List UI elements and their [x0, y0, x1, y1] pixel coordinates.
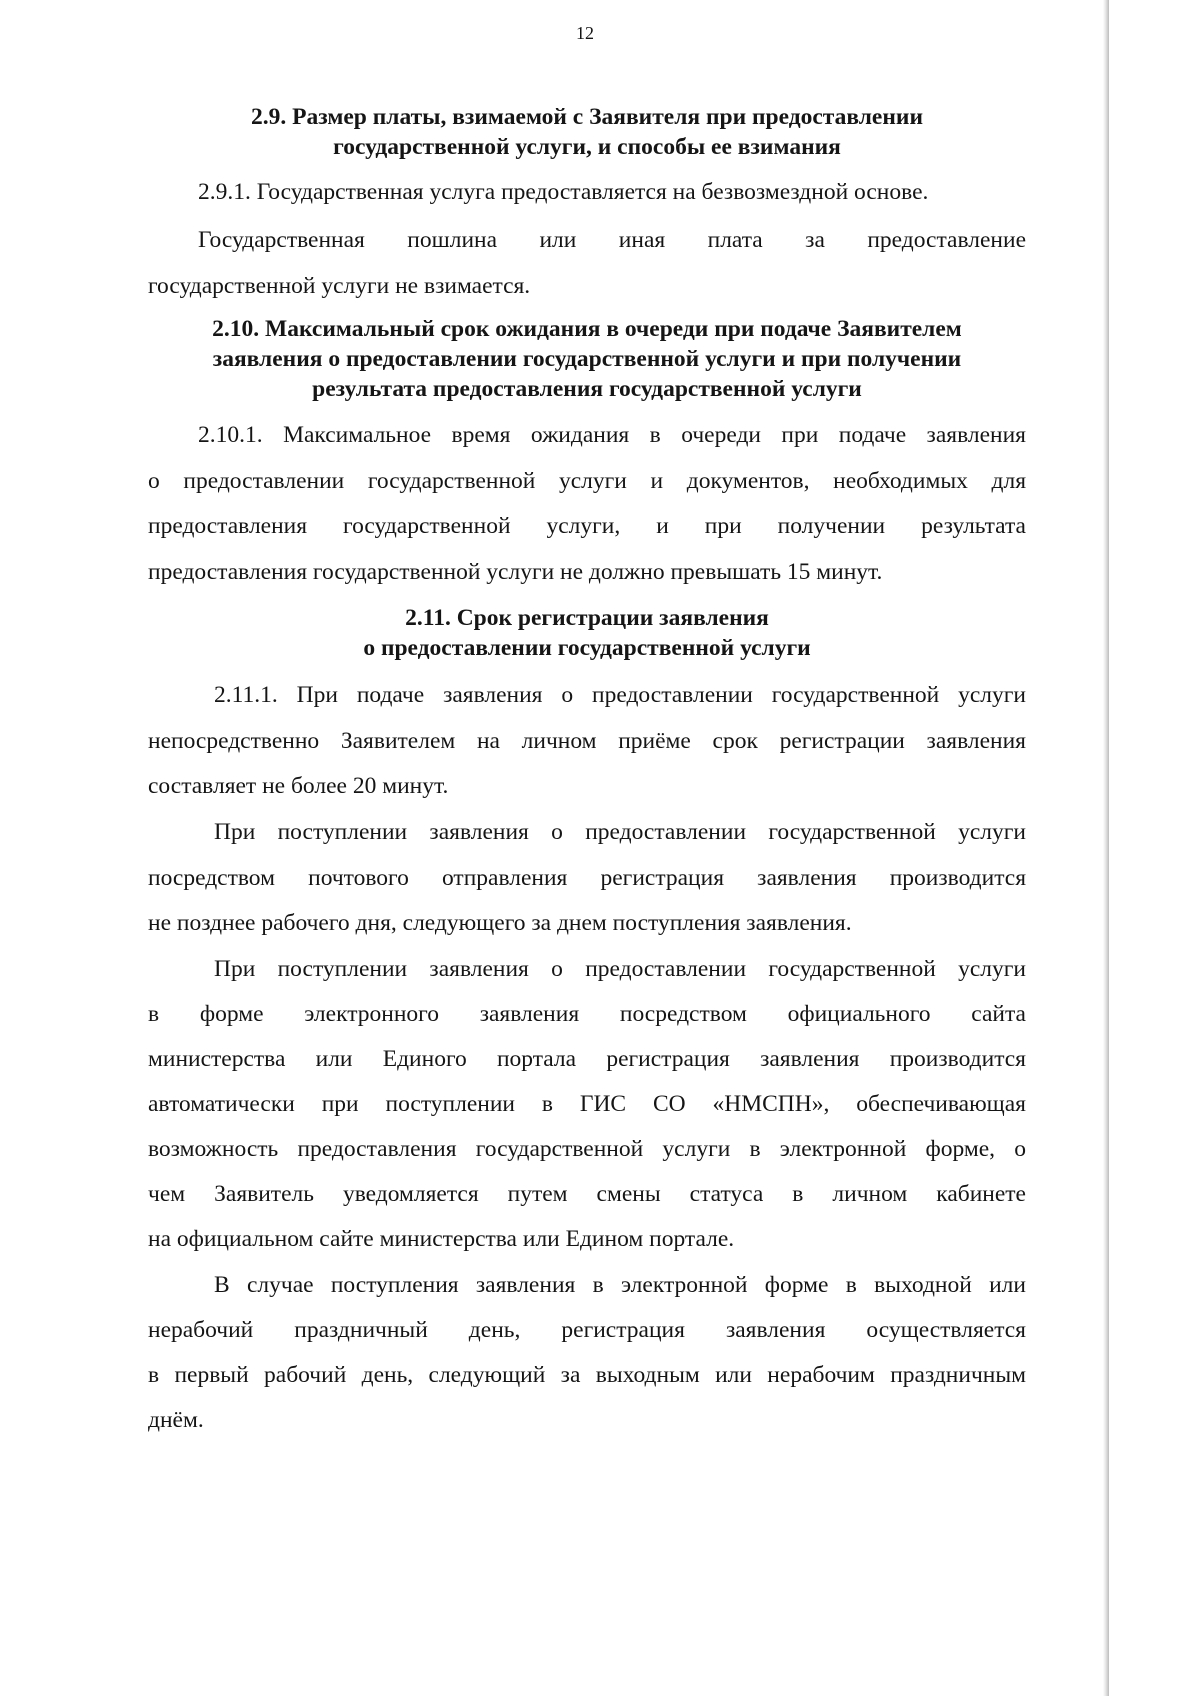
paragraph-line: в форме электронного заявления посредством официального сайта [148, 1001, 1026, 1027]
paragraph-line: возможность предоставления государственной услуги в электронной форме, о [148, 1136, 1026, 1162]
heading-line: 2.11. Срок регистрации заявления [405, 605, 769, 631]
paragraph-line: предоставления государственной услуги, и при получении результата [148, 513, 1026, 539]
paragraph-line: При поступлении заявления о предоставлении государственной услуги [214, 819, 1026, 845]
paragraph-line: предоставления государственной услуги не должно превышать 15 минут. [148, 559, 883, 585]
section-2-9-heading [148, 102, 1026, 162]
paragraph-line: чем Заявитель уведомляется путем смены статуса в личном кабинете [148, 1181, 1026, 1207]
paragraph-line: автоматически при поступлении в ГИС СО «НМСПН», обеспечивающая [148, 1091, 1026, 1117]
heading-line: результата предоставления государственной услуги [312, 376, 862, 402]
paragraph-line: в первый рабочий день, следующий за выходным или нерабочим праздничным [148, 1362, 1026, 1388]
paragraph-line: Государственная пошлина или иная плата за предоставление [198, 227, 1026, 253]
paragraph-line: В случае поступления заявления в электронной форме в выходной или [214, 1272, 1026, 1298]
section-2-10-heading [148, 314, 1026, 404]
paragraph-line: 2.10.1. Максимальное время ожидания в очереди при подаче заявления [198, 422, 1026, 448]
scan-edge-shadow [1103, 0, 1109, 1696]
heading-line: 2.9. Размер платы, взимаемой с Заявителя при предоставлении [251, 104, 923, 130]
paragraph-line: составляет не более 20 минут. [148, 773, 449, 799]
section-2-11-heading [148, 603, 1026, 663]
heading-line: о предоставлении государственной услуги [363, 635, 811, 661]
heading-line: заявления о предоставлении государственной услуги и при получении [212, 346, 962, 372]
paragraph-line: 2.9.1. Государственная услуга предоставляется на безвозмездной основе. [198, 179, 929, 205]
heading-line: государственной услуги, и способы ее взимания [333, 134, 841, 160]
page-number: 12 [576, 23, 594, 43]
paragraph-line: посредством почтового отправления регистрация заявления производится [148, 865, 1026, 891]
paragraph-line: 2.11.1. При подаче заявления о предоставлении государственной услуги [214, 682, 1026, 708]
paragraph-line: министерства или Единого портала регистрация заявления производится [148, 1046, 1026, 1072]
paragraph-line: о предоставлении государственной услуги и документов, необходимых для [148, 468, 1026, 494]
paragraph-line: нерабочий праздничный день, регистрация заявления осуществляется [148, 1317, 1026, 1343]
paragraph-line: днём. [148, 1407, 204, 1433]
paragraph-line: на официальном сайте министерства или Едином портале. [148, 1226, 735, 1252]
paragraph-line: государственной услуги не взимается. [148, 273, 531, 299]
paragraph-line: непосредственно Заявителем на личном приёме срок регистрации заявления [148, 728, 1026, 754]
heading-line: 2.10. Максимальный срок ожидания в очереди при подаче Заявителем [212, 316, 962, 342]
paragraph-line: не позднее рабочего дня, следующего за днем поступления заявления. [148, 910, 852, 936]
paragraph-line: При поступлении заявления о предоставлении государственной услуги [214, 956, 1026, 982]
